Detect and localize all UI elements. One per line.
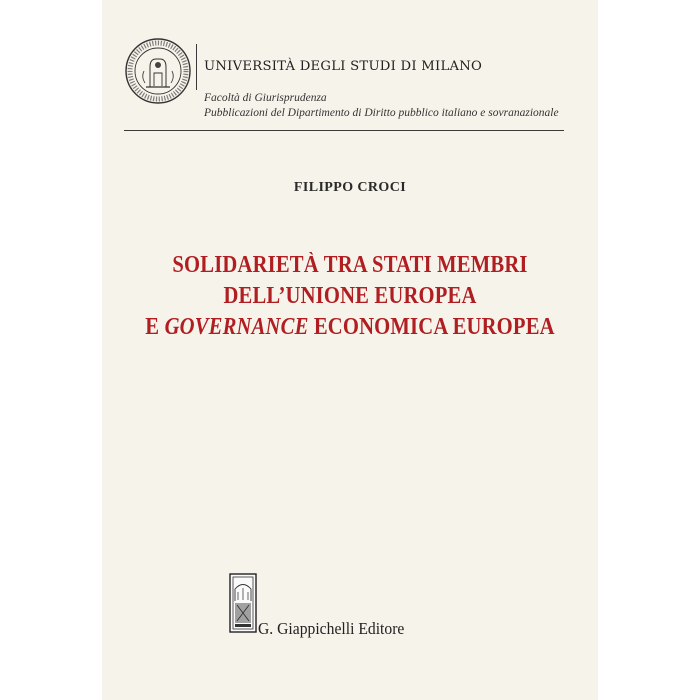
title-line-3-italic: GOVERNANCE [164,314,309,340]
publisher-logo-icon [229,573,257,633]
title-line-3-suffix: ECONOMICA EUROPEA [308,314,555,340]
title-line-1: SOLIDARIETÀ TRA STATI MEMBRI [172,252,528,278]
university-seal-icon [124,37,192,105]
publisher-name: G. Giappichelli Editore [258,619,405,638]
book-title [49,250,651,343]
author-name: FILIPPO CROCI [293,180,407,195]
header-divider-horizontal [124,130,564,131]
title-line-3 [49,312,651,343]
title-line-2: DELL’UNIONE EUROPEA [223,283,477,309]
faculty-name: Facoltà di Giurisprudenza [204,92,327,104]
header-divider-vertical [196,44,197,90]
book-cover [102,0,598,700]
department-name: Pubblicazioni del Dipartimento di Diritto pubblico italiano e sovranazionale [204,107,559,119]
title-line-3-prefix: E [145,314,165,340]
university-name: UNIVERSITÀ DEGLI STUDI DI MILANO [204,59,483,74]
